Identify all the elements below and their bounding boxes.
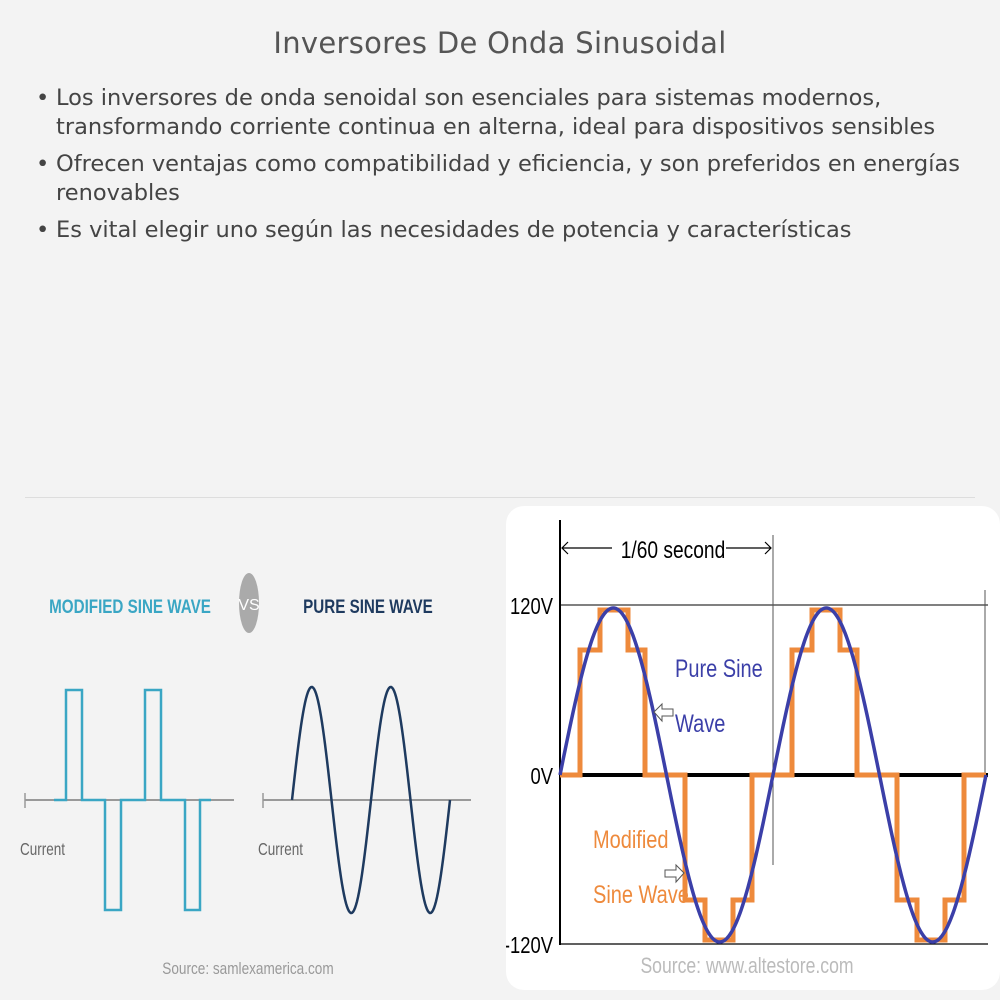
- bullet-item: • Es vital elegir uno según las necesidades de potencia y características: [34, 216, 974, 245]
- bullet-item: • Los inversores de onda senoidal son esenciales para sistemas modernos, transformando corriente continua en alterna, ideal para dispositivos sensibles: [34, 84, 974, 142]
- divider: [25, 497, 975, 498]
- y-label-120v: 120V: [510, 594, 553, 620]
- arrow-left-icon: [654, 704, 673, 721]
- modified-sine-label: Sine Wave: [593, 880, 689, 909]
- page-title: Inversores De Onda Sinusoidal: [273, 26, 727, 60]
- current-label: Current: [20, 840, 65, 860]
- source-label: Source: samlexamerica.com: [162, 959, 334, 979]
- pure-sine-title: PURE SINE WAVE: [303, 595, 433, 618]
- modified-sine-label: Modified: [593, 825, 669, 854]
- modified-vs-pure-diagram: [0, 560, 500, 980]
- current-label: Current: [258, 840, 303, 860]
- vs-label: VS: [238, 597, 260, 614]
- y-label-0v: 0V: [530, 764, 553, 790]
- pure-sine-label: Wave: [675, 709, 726, 738]
- bullet-item: • Ofrecen ventajas como compatibilidad y eficiencia, y son preferidos en energías renovables: [34, 150, 974, 208]
- source-label: Source: www.altestore.com: [640, 954, 854, 979]
- waveform-chart: [506, 506, 1000, 990]
- y-label-neg120v: -120V: [506, 933, 553, 959]
- arrow-right-icon: [665, 865, 684, 882]
- modified-sine-title: MODIFIED SINE WAVE: [49, 595, 211, 618]
- bullet-list: [34, 84, 974, 253]
- waveform-comparison-image: [506, 506, 1000, 990]
- period-label: 1/60 second: [620, 535, 726, 564]
- pure-sine-label: Pure Sine: [675, 654, 763, 683]
